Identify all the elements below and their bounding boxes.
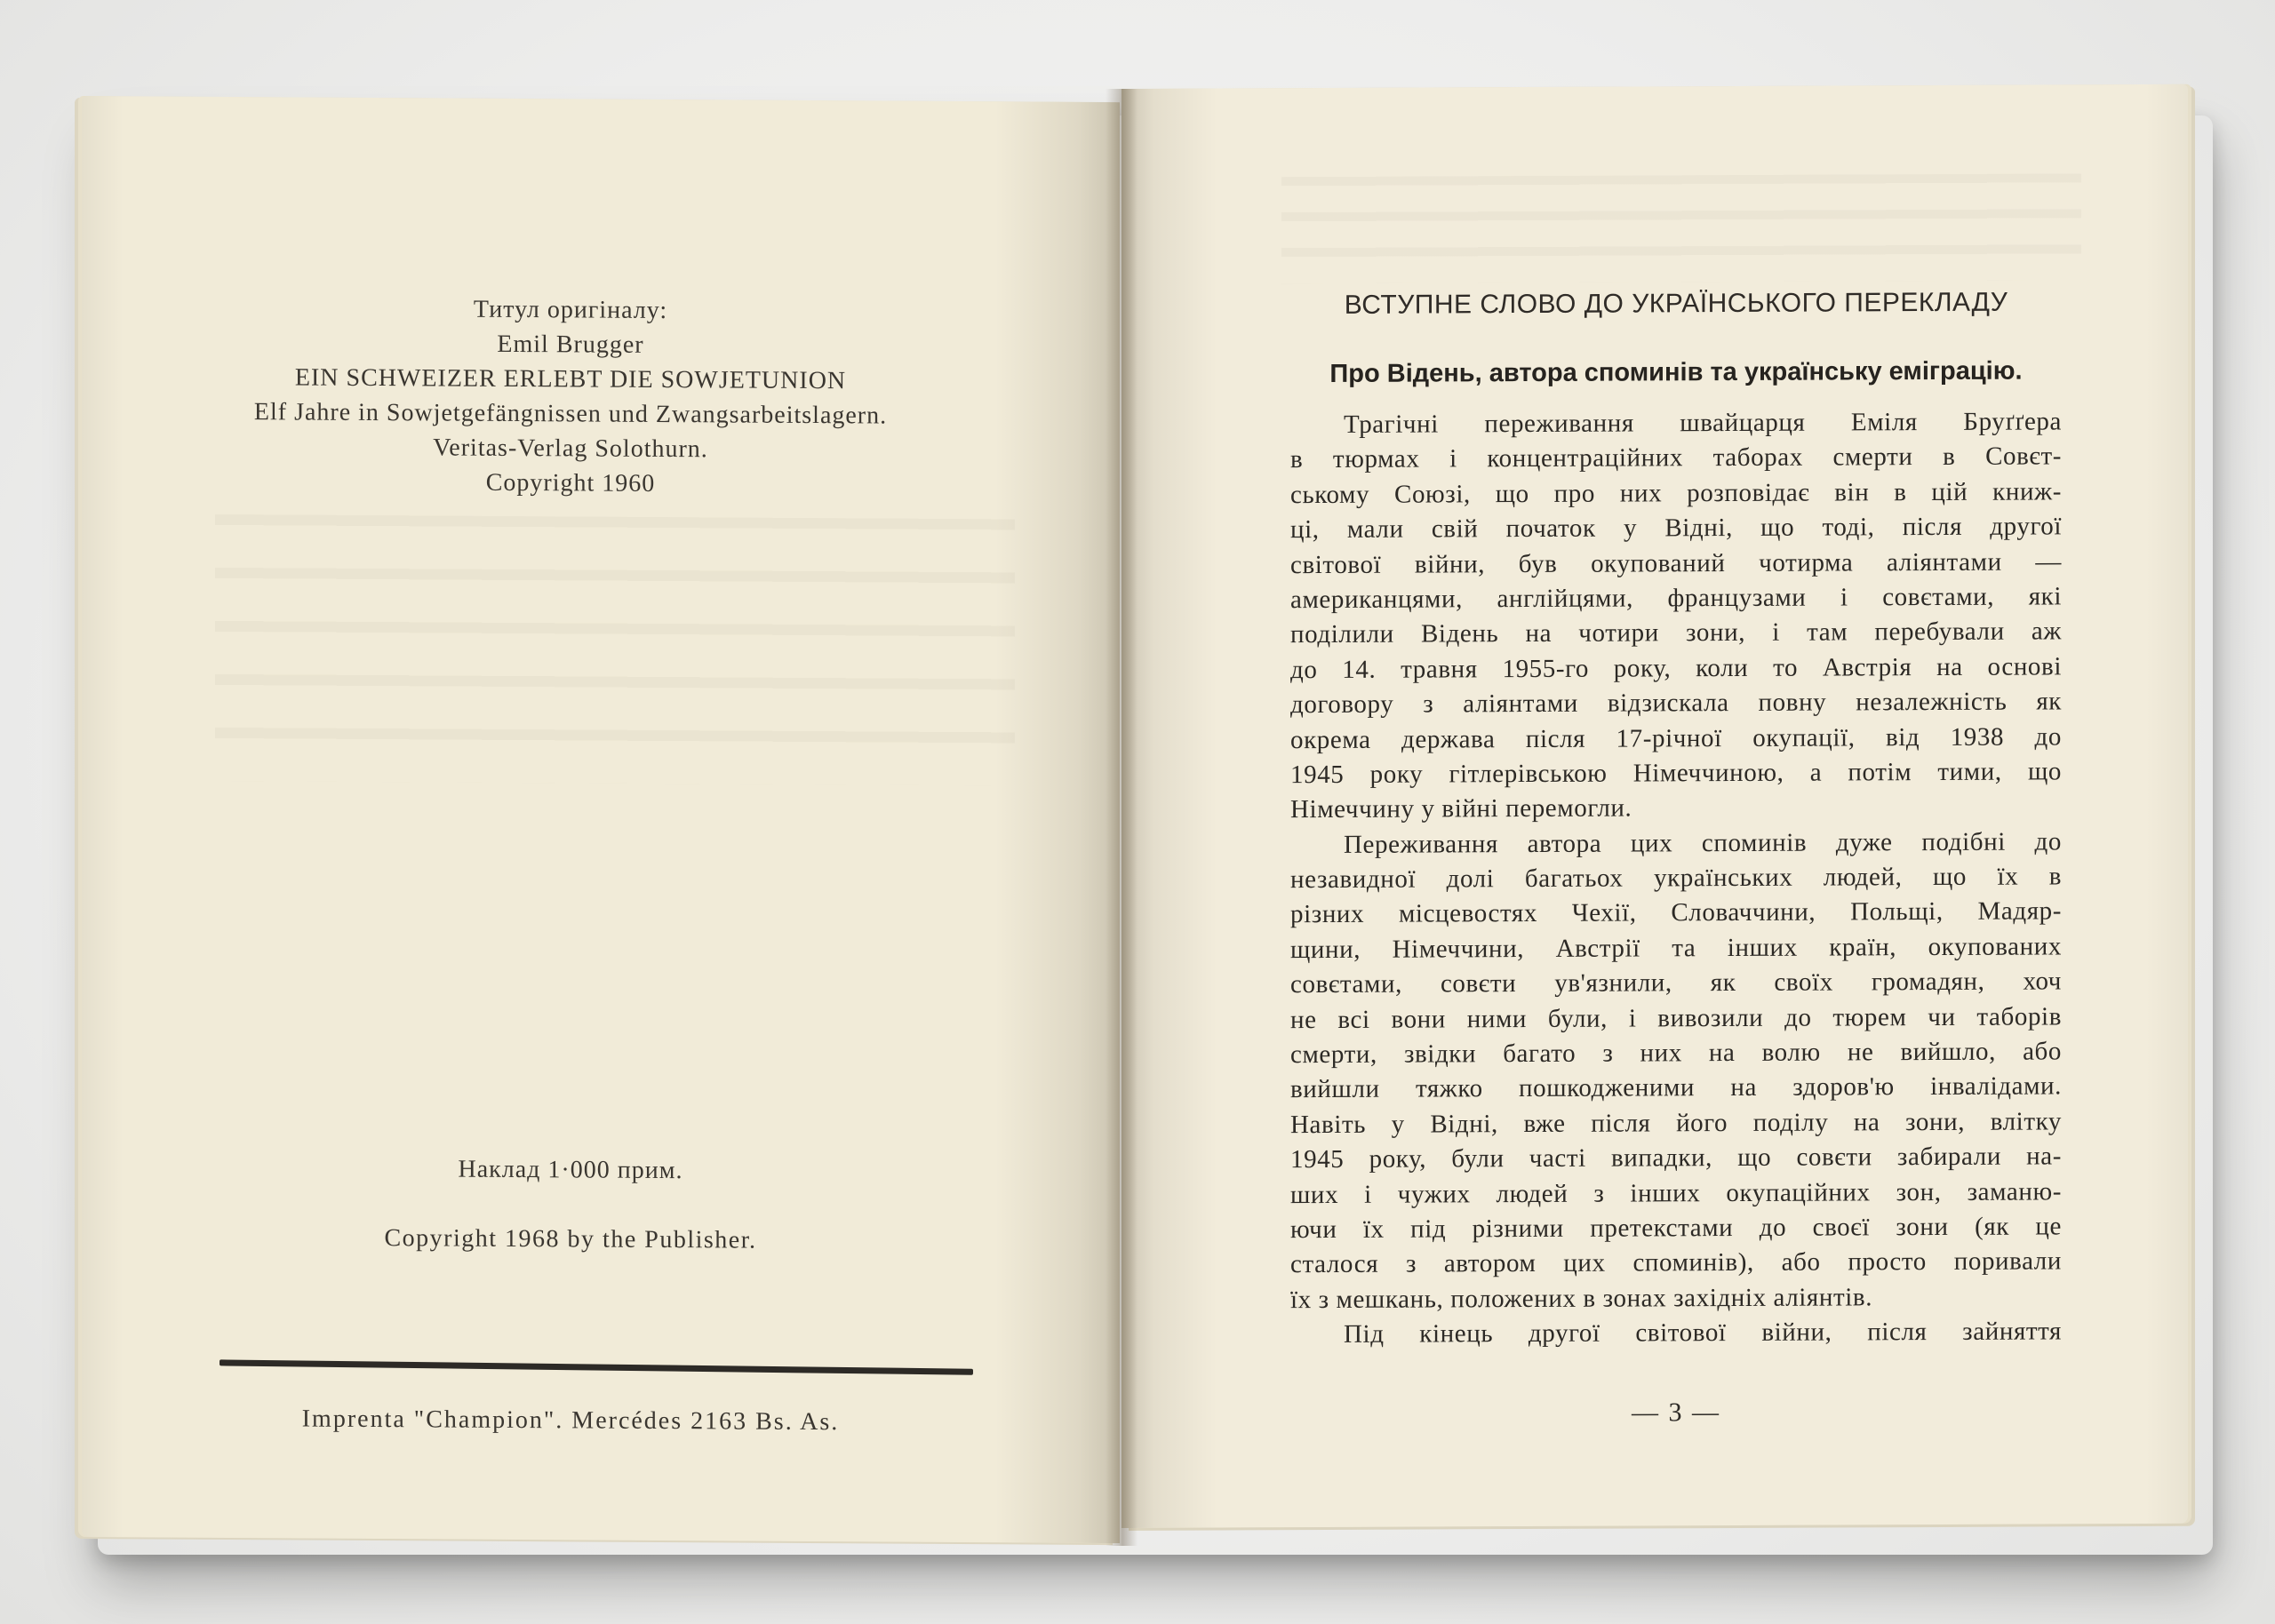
text-line: в тюрмах і концентраційних таборах смерти в Совєт- (1290, 442, 2062, 474)
text-line: Під кінець другої світової війни, після зайняття (1344, 1317, 2062, 1349)
text-line: вийшли тяжко пошкодженими на здоров'ю інвалідами. (1290, 1071, 2062, 1104)
text-line: світової війни, був окупований чотирма аліянтами — (1290, 546, 2062, 579)
text-line: окрема держава після 17-річної окупації, від 1938 до (1290, 721, 2062, 754)
text-line: ському Союзі, що про них розповідає він в цій книж- (1290, 477, 2062, 509)
text-line: до 14. травня 1955-го року, коли то Австрія на основі (1290, 652, 2062, 684)
text-line: Трагічні переживання швайцарця Еміля Бруґґера (1344, 407, 2062, 439)
original-title-block (82, 290, 1059, 504)
show-through-right (1281, 173, 2081, 283)
original-book-title: EIN SCHWEIZER ERLEBT DIE SOWJETUNION (294, 363, 847, 395)
left-page (82, 96, 1120, 1543)
show-through-left (215, 514, 1015, 785)
imprint-rule (220, 1359, 973, 1374)
text-line: щини, Німеччини, Австрії та інших країн, окупованих (1290, 932, 2062, 965)
original-copyright: Copyright 1960 (485, 468, 656, 498)
text-line: поділили Відень на чотири зони, і там перебували аж (1290, 617, 2062, 649)
text-line: Навіть у Відні, вже після його поділу на зони, влітку (1290, 1107, 2062, 1139)
original-author: Emil Brugger (497, 330, 644, 359)
text-line: 1945 року гітлерівською Німеччиною, а потім тими, що (1290, 757, 2062, 790)
text-line: договору з аліянтами відзискала повну незалежність як (1290, 687, 2062, 720)
text-line: ючи їх під різними претекстами до своєї зони (як це (1290, 1212, 2062, 1245)
text-line: американцями, англійцями, французами і совєтами, які (1290, 582, 2062, 615)
text-line: 1945 року, були часті випадки, що совєти забирали на- (1290, 1142, 2062, 1174)
copyright-publisher: Copyright 1968 by the Publisher. (384, 1224, 757, 1254)
text-line: Німеччину у війні перемогли. (1290, 793, 1632, 824)
preface-subheading: Про Відень, автора споминів та українську еміграцію. (1329, 356, 2023, 388)
page-number: — 3 — (1632, 1397, 1720, 1428)
text-line: їх з мешкань, положених в зонах західніх аліянтів. (1290, 1283, 1873, 1314)
original-title-label: Титул оригіналу: (473, 295, 668, 325)
printer-imprint: Imprenta "Champion". Mercédes 2163 Bs. As. (301, 1405, 840, 1437)
text-line: Переживання автора цих споминів дуже подібні до (1344, 827, 2062, 859)
preface-body (1290, 404, 2062, 1352)
text-line: совєтами, совєти ув'язнили, як своїх громадян, хоч (1290, 967, 2062, 999)
text-line: незавидної долі багатьох українських людей, що їх в (1290, 862, 2062, 895)
text-line: не всі вони ними були, і вивозили до тюрем чи таборів (1290, 1002, 2062, 1034)
text-line: сталося з автором цих споминів), або просто поривали (1290, 1246, 2062, 1279)
text-line: смерти, звідки багато з них на волю не вийшло, або (1290, 1037, 2062, 1070)
right-page (1122, 84, 2188, 1528)
text-line: ці, мали свій початок у Відні, що тоді, після другої (1290, 512, 2062, 545)
preface-heading: ВСТУПНЕ СЛОВО ДО УКРАЇНСЬКОГО ПЕРЕКЛАДУ (1344, 287, 2008, 320)
text-line: ших і чужих людей з інших окупаційних зон, заманю- (1290, 1176, 2062, 1209)
original-publisher: Veritas-Verlag Solothurn. (433, 434, 708, 464)
original-subtitle: Elf Jahre in Sowjetgefängnissen und Zwangsarbeitslagern. (253, 398, 888, 430)
print-run: Наклад 1·000 прим. (458, 1155, 683, 1185)
text-line: різних місцевостях Чехії, Словаччини, Польщі, Мадяр- (1290, 896, 2062, 929)
